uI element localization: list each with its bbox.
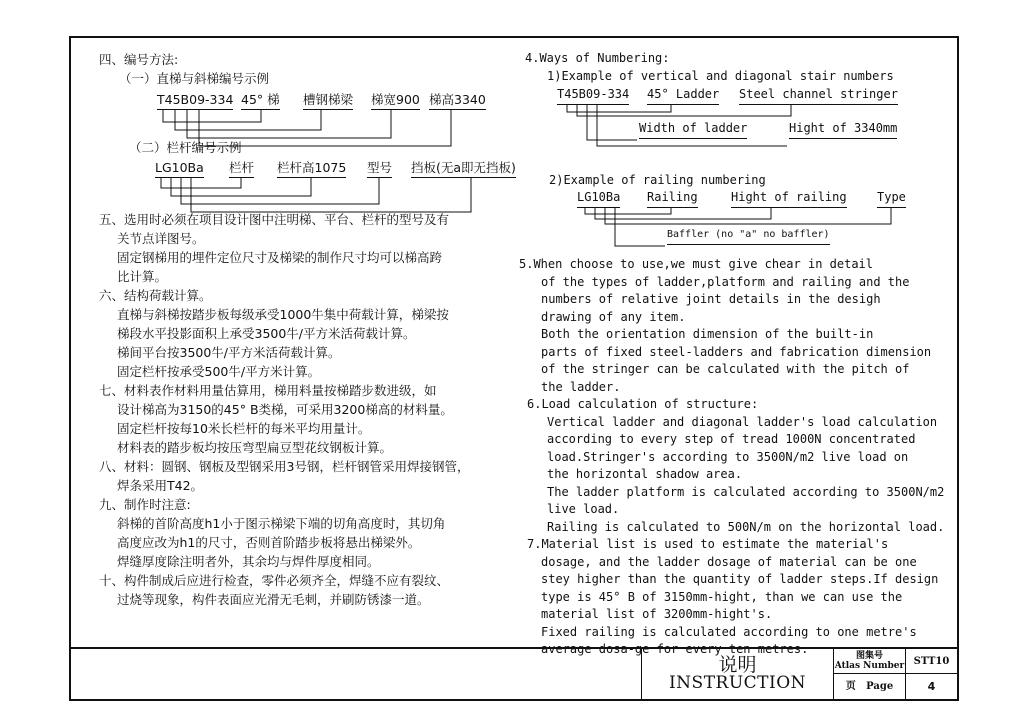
ex1-height-zh: 梯高3340 (429, 90, 486, 110)
drawing-frame (69, 36, 959, 701)
text-line: 5.When choose to use,we must give chear in detail (519, 257, 874, 271)
example-2-title-en: 2)Example of railing numbering (549, 173, 766, 187)
text-line: stey higher than the quantity of ladder steps.If design (541, 572, 939, 586)
text-line: 梯间平台按3500牛/平方米活荷载计算。 (117, 345, 341, 360)
ex1-width-zh: 梯宽900 (371, 90, 420, 110)
title-en: INSTRUCTION (668, 673, 807, 693)
section-4-title-en: 4.Ways of Numbering: (525, 51, 670, 65)
page-label-en: Page (866, 681, 894, 692)
ex1-code-zh: T45B09-334 (157, 90, 233, 110)
text-line: type is 45° B of 3150mm-hight, than we can use the (541, 589, 903, 604)
text-line: 固定钢梯用的埋件定位尺寸及梯梁的制作尺寸均可以梯高跨 (117, 250, 443, 265)
text-line: of the types of ladder,platform and railing and the (541, 274, 910, 289)
text-line: 五、选用时必须在项目设计图中注明梯、平台、栏杆的型号及有 (99, 212, 450, 227)
text-line: 固定栏杆按每10米长栏杆的每米平均用量计。 (117, 421, 371, 436)
text-line: material list of 3200mm-hight's. (541, 607, 773, 621)
text-line: 过烧等现象，构件表面应光滑无毛刺，并刷防锈漆一道。 (117, 592, 430, 607)
ex2-railing-en: Railing (647, 189, 698, 208)
ex2-code-en: LG10Ba (577, 189, 620, 208)
text-line: average dosa-ge for every ten metres. (541, 642, 809, 656)
ex1-width-en: Width of ladder (639, 120, 747, 139)
text-line: 关节点详图号。 (117, 231, 205, 246)
ex2-type-en: Type (877, 189, 906, 208)
ex1-stringer-en: Steel channel stringer (739, 86, 898, 105)
ex1-code-en: T45B09-334 (557, 86, 629, 105)
text-line: parts of fixed steel-ladders and fabrication dimension (541, 344, 932, 359)
text-line: 六、结构荷载计算。 (99, 288, 212, 303)
page-label (833, 674, 905, 699)
text-line: 十、构件制成后应进行检查，零件必须齐全，焊缝不应有裂纹、 (99, 573, 450, 588)
text-line: Vertical ladder and diagonal ladder's load calculation (547, 414, 938, 429)
ex2-baffler-en: Baffler (no "a" no baffler) (667, 226, 830, 245)
page-label-zh: 页 (845, 681, 856, 692)
text-line: 固定栏杆按承受500牛/平方米计算。 (117, 364, 321, 379)
title-zh: 说明 (718, 654, 757, 676)
section-4-title-zh: 四、编号方法: (99, 52, 179, 67)
title-cell (641, 649, 833, 699)
ex2-baffler-zh: 挡板(无a即无挡板) (411, 158, 516, 178)
text-line: 7.Material list is used to estimate the material's (527, 537, 889, 551)
ex1-angle-zh: 45° 梯 (241, 90, 280, 110)
text-line: 七、材料表作材料用量估算用，梯用料量按梯踏步数进级，如 (99, 383, 437, 398)
ex2-code-zh: LG10Ba (155, 158, 204, 178)
text-line: drawing of any item. (541, 309, 686, 324)
text-line: 斜梯的首阶高度h1小于图示梯梁下端的切角高度时，其切角 (117, 516, 446, 531)
text-line: 高度应改为h1的尺寸，否则首阶踏步板将悬出梯梁外。 (117, 535, 421, 550)
example-2-title-zh: （二）栏杆编号示例 (129, 140, 242, 155)
text-line: Railing is calculated to 500N/m on the horizontal load. (547, 519, 945, 534)
text-line: the horizontal shadow area. (547, 467, 743, 481)
text-line: live load. (547, 502, 620, 516)
page-value: 4 (905, 674, 957, 699)
text-line: Both the orientation dimension of the built-in (541, 327, 874, 341)
ex1-stringer-zh: 槽钢梯梁 (303, 90, 353, 110)
ex1-height-en: Hight of 3340mm (789, 120, 897, 139)
atlas-number-label (833, 649, 905, 674)
example-1-title-zh: （一）直梯与斜梯编号示例 (119, 71, 270, 86)
text-line: 直梯与斜梯按踏步板每级承受1000牛集中荷载计算，梯梁按 (117, 307, 449, 322)
text-line: 6.Load calculation of structure: (527, 397, 759, 411)
text-line: 焊缝厚度除注明者外，其余均与焊件厚度相同。 (117, 554, 380, 569)
atlas-label-zh: 图集号 (855, 651, 883, 661)
text-line: 九、制作时注意: (99, 497, 191, 512)
text-line: 设计梯高为3150的45° B类梯，可采用3200梯高的材料量。 (117, 402, 453, 417)
text-line: 焊条采用T42。 (117, 478, 204, 493)
text-line: 比计算。 (117, 269, 168, 284)
ex2-height-en: Hight of railing (731, 189, 847, 208)
text-line: of the stringer can be calculated with the pitch of (541, 362, 910, 376)
text-line: according to every step of tread 1000N concentrated (547, 432, 916, 446)
ex2-railing-zh: 栏杆 (229, 158, 254, 178)
text-line: 八、材料：圆钢、钢板及型钢采用3号钢，栏杆钢管采用焊接钢管， (99, 459, 470, 474)
text-line: numbers of relative joint details in the desigh (541, 292, 881, 306)
text-line: dosage, and the ladder dosage of material can be one (541, 554, 917, 569)
text-line: 梯段水平投影面积上承受3500牛/平方米活荷载计算。 (117, 326, 416, 341)
ex2-height-zh: 栏杆高1075 (277, 158, 346, 178)
ex1-angle-en: 45° Ladder (647, 86, 719, 105)
ex2-type-zh: 型号 (367, 158, 392, 178)
ex2-bracket-lines-en (71, 38, 961, 288)
title-block (71, 647, 957, 699)
text-line: Fixed railing is calculated according to one metre's (541, 624, 917, 639)
text-line: load.Stringer's according to 3500N/m2 live load on (547, 449, 909, 464)
example-1-title-en: 1)Example of vertical and diagonal stair numbers (547, 69, 894, 83)
text-line: the ladder. (541, 379, 621, 394)
text-line: The ladder platform is calculated according to 3500N/m2 (547, 484, 945, 499)
atlas-number-value: STT10 (905, 649, 957, 674)
text-line: 材料表的踏步板均按压弯型扁豆型花纹钢板计算。 (117, 440, 393, 455)
atlas-label-en: Atlas Number (834, 661, 905, 671)
